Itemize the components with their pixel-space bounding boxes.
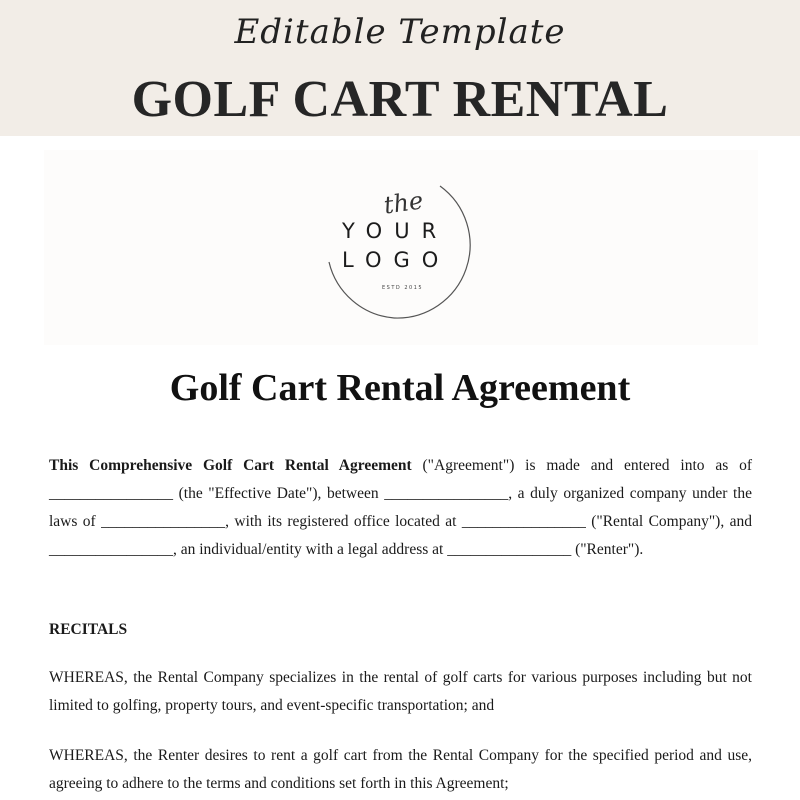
intro-paragraph — [49, 452, 752, 564]
logo-script-the: the — [382, 186, 425, 220]
editable-template-heading: Editable Template — [234, 12, 566, 52]
intro-text: ("Agreement") is made and entered into as of ________________ (the "Effective Date"), between ________________, a duly organized company under the laws of ________________, with its registered office located at ________________ ("Rental Company"), and ________________, an individual/entity with a legal address at ________________ ("Renter"). — [49, 457, 752, 558]
recitals-heading: RECITALS — [49, 621, 128, 638]
banner-title: GOLF CART RENTAL — [131, 71, 669, 128]
whereas-paragraph-1: WHEREAS, the Rental Company specializes in the rental of golf carts for various purposes including but not limited to golfing, property tours, and event-specific transportation; and — [49, 669, 752, 714]
whereas-paragraph-2: WHEREAS, the Renter desires to rent a golf cart from the Rental Company for the specified period and use, agreeing to adhere to the terms and conditions set forth in this Agreement; — [49, 747, 752, 792]
logo-line-your: YOUR — [342, 219, 449, 243]
logo-line-logo: LOGO — [342, 248, 451, 272]
logo-estd: ESTD 2015 — [382, 285, 424, 291]
intro-bold-lead: This Comprehensive Golf Cart Rental Agreement — [49, 457, 412, 474]
document-title: Golf Cart Rental Agreement — [169, 367, 631, 409]
